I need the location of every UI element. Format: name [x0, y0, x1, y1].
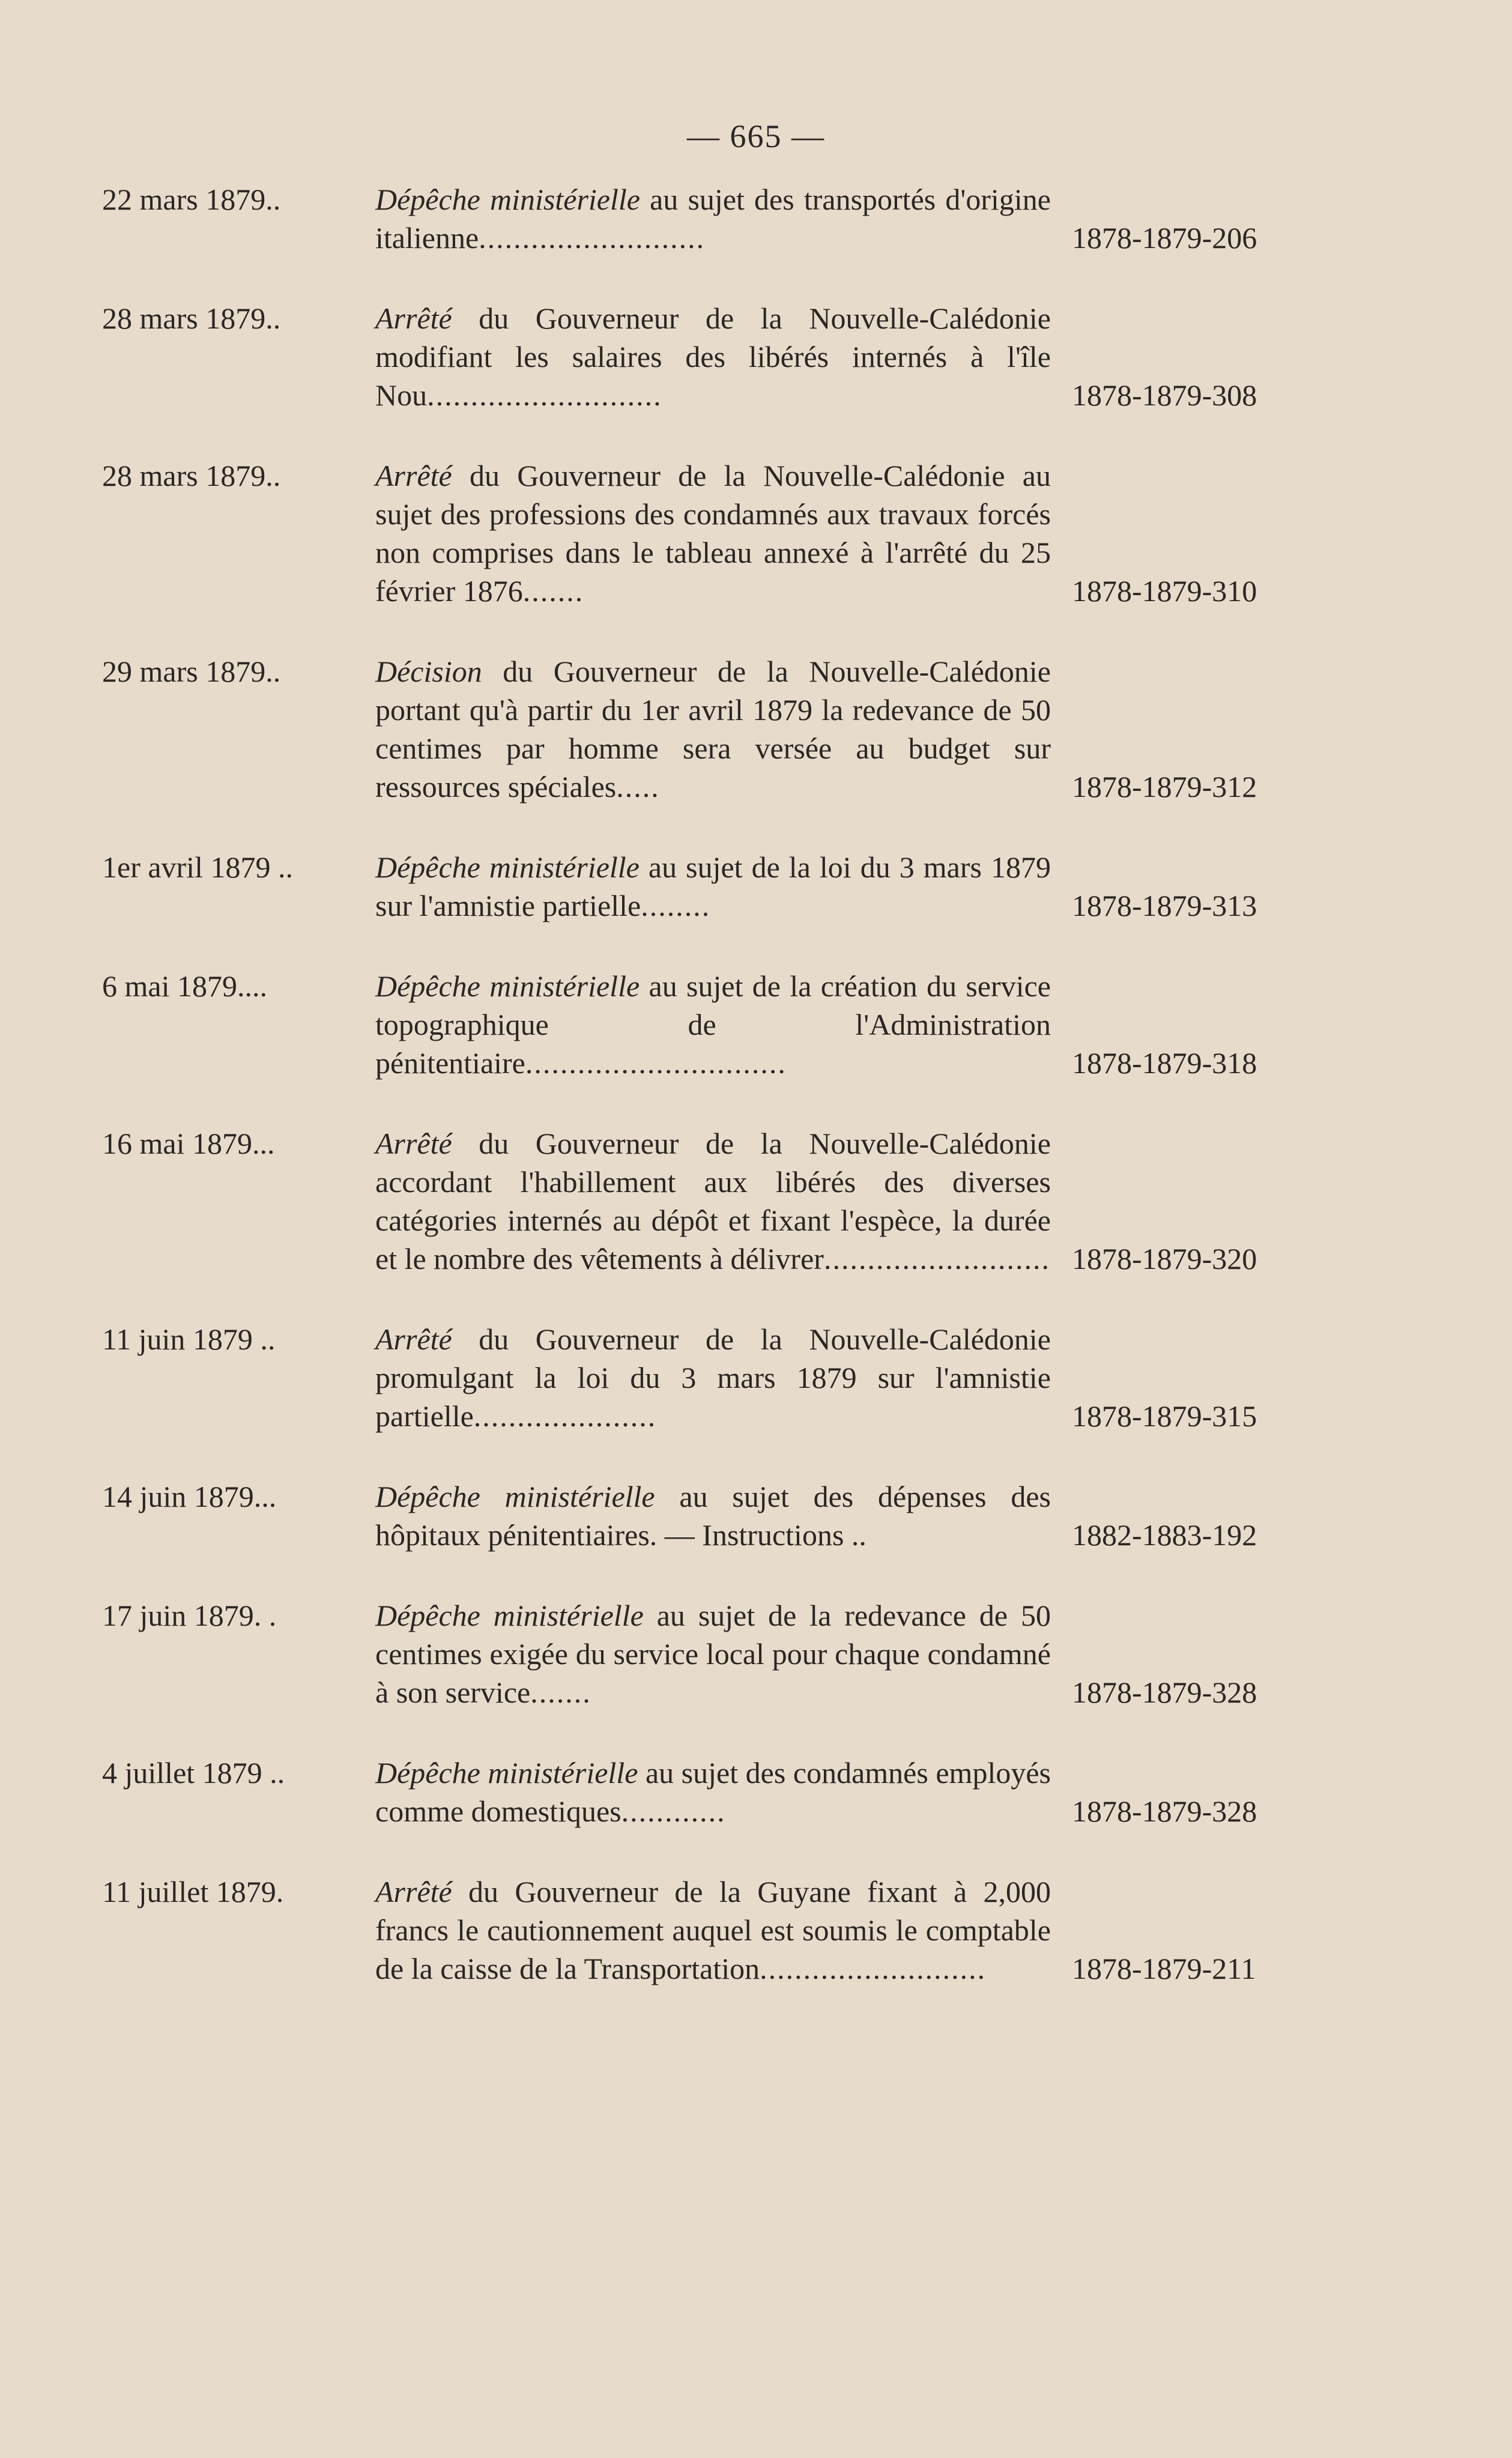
list-item — [0, 180, 1512, 257]
entry-doc-type: Dépêche ministérielle — [375, 969, 640, 1003]
entry-description — [375, 299, 1051, 414]
leader-dots: ........ — [641, 889, 711, 922]
list-item — [0, 652, 1512, 806]
entry-description — [375, 456, 1051, 610]
entry-description — [375, 1320, 1051, 1435]
leader-dots: ........................... — [427, 378, 662, 412]
entry-reference: 1882-1883-192 — [1072, 1518, 1257, 1552]
entry-description — [375, 1477, 1051, 1554]
entry-desc-text: au sujet des dépenses des hôpitaux pénitentiaires. — Instructions .. — [375, 1480, 1051, 1552]
entry-date: 29 mars 1879.. — [102, 655, 281, 688]
entry-doc-type: Arrêté — [375, 1322, 452, 1356]
list-item — [0, 1872, 1512, 1988]
entry-description — [375, 848, 1051, 925]
entry-doc-type: Dépêche ministérielle — [375, 1480, 655, 1513]
entry-doc-type: Dépêche ministérielle — [375, 850, 640, 884]
entry-reference: 1878-1879-328 — [1072, 1675, 1257, 1709]
leader-dots: .......................... — [479, 221, 706, 255]
entry-doc-type: Arrêté — [375, 1875, 452, 1909]
entry-doc-type: Arrêté — [375, 1127, 452, 1160]
leader-dots: ....... — [530, 1675, 591, 1709]
entry-description — [375, 1872, 1051, 1988]
entry-date: 4 juillet 1879 .. — [102, 1756, 285, 1790]
entry-reference: 1878-1879-320 — [1072, 1242, 1257, 1276]
entry-date: 6 mai 1879.... — [102, 969, 267, 1003]
leader-dots: .......................... — [823, 1242, 1050, 1276]
entry-reference: 1878-1879-328 — [1072, 1794, 1257, 1828]
list-item — [0, 456, 1512, 610]
list-item — [0, 967, 1512, 1082]
entry-doc-type: Arrêté — [375, 459, 452, 492]
entry-date: 11 juillet 1879. — [102, 1875, 284, 1909]
entry-reference: 1878-1879-313 — [1072, 889, 1257, 922]
list-item — [0, 1320, 1512, 1435]
entry-doc-type: Dépêche ministérielle — [375, 1599, 644, 1632]
entry-reference: 1878-1879-211 — [1072, 1952, 1256, 1985]
leader-dots: ............ — [621, 1794, 726, 1828]
leader-dots: .............................. — [525, 1046, 787, 1080]
list-item — [0, 1124, 1512, 1278]
entry-reference: 1878-1879-318 — [1072, 1046, 1257, 1080]
entry-desc-text: du Gouverneur de la Nouvelle-Calédonie promulgant la loi du 3 mars 1879 sur l'amnistie partielle — [375, 1322, 1051, 1433]
entry-description — [375, 652, 1051, 806]
list-item — [0, 1596, 1512, 1712]
entry-desc-text: du Gouverneur de la Nouvelle-Calédonie accordant l'habillement aux libérés des diverses catégories internés au dépôt et fixant l'espèce, la durée et le nombre des vêtements à délivrer — [375, 1127, 1051, 1276]
entry-description — [375, 180, 1051, 257]
entry-date: 11 juin 1879 .. — [102, 1322, 276, 1356]
entry-date: 28 mars 1879.. — [102, 459, 281, 492]
entry-doc-type: Arrêté — [375, 301, 452, 335]
entry-doc-type: Dépêche ministérielle — [375, 183, 640, 216]
entry-reference: 1878-1879-310 — [1072, 574, 1257, 608]
list-item — [0, 1477, 1512, 1554]
entry-reference: 1878-1879-206 — [1072, 221, 1257, 255]
entry-desc-text: au sujet des transportés d'origine italienne — [375, 183, 1051, 255]
entry-reference: 1878-1879-315 — [1072, 1399, 1257, 1433]
entry-doc-type: Dépêche ministérielle — [375, 1756, 638, 1790]
leader-dots: ..................... — [473, 1399, 657, 1433]
entry-date: 17 juin 1879. . — [102, 1599, 277, 1632]
list-item — [0, 848, 1512, 925]
entry-date: 1er avril 1879 .. — [102, 850, 293, 884]
entry-date: 16 mai 1879... — [102, 1127, 275, 1160]
entry-description — [375, 1124, 1051, 1278]
entry-description — [375, 967, 1051, 1082]
entry-list — [0, 180, 1512, 2030]
entry-desc-text: au sujet des condamnés employés comme domestiques — [375, 1756, 1051, 1828]
entry-desc-text: du Gouverneur de la Nouvelle-Calédonie modifiant les salaires des libérés internés à l'île Nou — [375, 301, 1051, 412]
entry-desc-text: au sujet de la redevance de 50 centimes exigée du service local pour chaque condamné à son service — [375, 1599, 1051, 1709]
list-item — [0, 299, 1512, 414]
entry-date: 28 mars 1879.. — [102, 301, 281, 335]
entry-date: 22 mars 1879.. — [102, 183, 281, 216]
entry-desc-text: au sujet de la loi du 3 mars 1879 sur l'amnistie partielle — [375, 850, 1051, 922]
entry-reference: 1878-1879-308 — [1072, 378, 1257, 412]
entry-desc-text: au sujet de la création du service topographique de l'Administration pénitentiaire — [375, 969, 1051, 1080]
list-item — [0, 1754, 1512, 1830]
entry-reference: 1878-1879-312 — [1072, 770, 1257, 804]
entry-desc-text: du Gouverneur de la Guyane fixant à 2,000 francs le cautionnement auquel est soumis le comptable de la caisse de la Transportation — [375, 1875, 1051, 1985]
leader-dots: ....... — [522, 574, 584, 608]
entry-desc-text: du Gouverneur de la Nouvelle-Calédonie portant qu'à partir du 1er avril 1879 la redevance de 50 centimes par homme sera versée au budget sur ressources spéciales — [375, 655, 1051, 804]
entry-date: 14 juin 1879... — [102, 1480, 277, 1513]
leader-dots: ..... — [616, 770, 660, 804]
entry-doc-type: Décision — [375, 655, 482, 688]
page-number: — 665 — — [687, 118, 825, 154]
entry-description — [375, 1754, 1051, 1830]
leader-dots: .......................... — [760, 1952, 987, 1985]
entry-description — [375, 1596, 1051, 1712]
entry-desc-text: du Gouverneur de la Nouvelle-Calédonie au sujet des professions des condamnés aux travaux forcés non comprises dans le tableau annexé à l'arrêté du 25 février 1876 — [375, 459, 1051, 608]
